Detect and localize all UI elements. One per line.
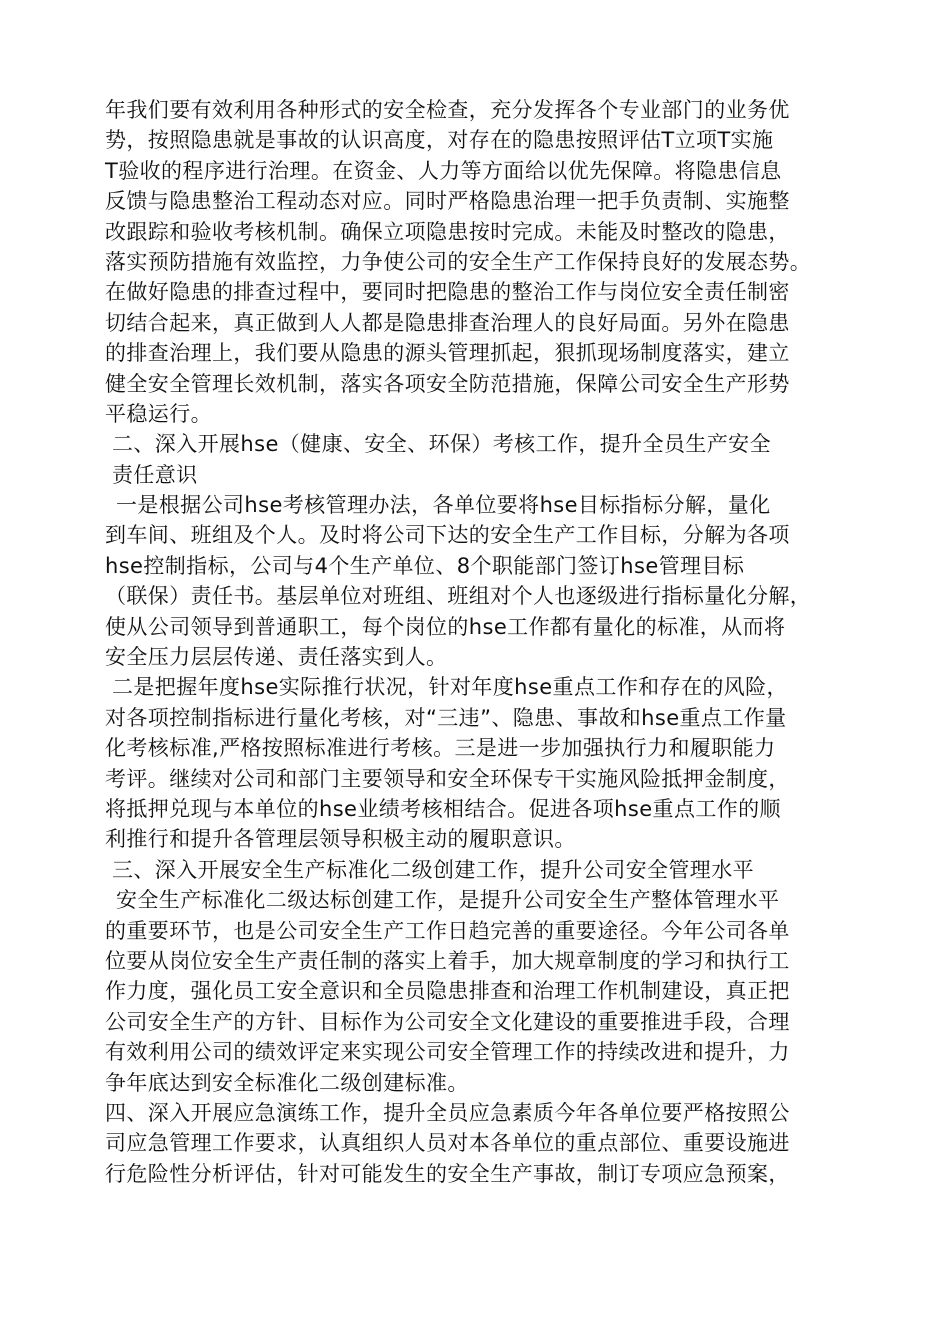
text-line: 有效利用公司的绩效评定来实现公司安全管理工作的持续改进和提升，力 [105,1040,790,1065]
text-line: 行危险性分析评估，针对可能发生的安全生产事故，制订专项应急预案， [105,1161,790,1186]
text-line: 在做好隐患的排查过程中，要同时把隐患的整治工作与岗位安全责任制密 [105,280,790,305]
text-line: 争年底达到安全标准化二级创建标准。 [105,1070,469,1095]
text-line: 考评。继续对公司和部门主要领导和安全环保专干实施风险抵押金制度， [105,766,790,791]
text-line: 年我们要有效利用各种形式的安全检查，充分发挥各个专业部门的业务优 [105,98,790,122]
text-line: 落实预防措施有效监控，力争使公司的安全生产工作保持良好的发展态势。 [105,249,812,274]
text-line: 反馈与隐患整治工程动态对应。同时严格隐患治理一把手负责制、实施整 [105,189,790,214]
text-line: 对各项控制指标进行量化考核，对“三违”、隐患、事故和hse重点工作量 [105,705,787,730]
section-heading: 三、深入开展安全生产标准化二级创建工作，提升公司安全管理水平 [112,857,754,882]
text-line: 安全生产标准化二级达标创建工作，是提升公司安全生产整体管理水平 [116,888,780,913]
text-line: 将抵押兑现与本单位的hse业绩考核相结合。促进各项hse重点工作的顺 [105,796,781,821]
section-heading: 四、深入开展应急演练工作，提升全员应急素质今年各单位要严格按照公 [105,1100,790,1125]
text-line: 安全压力层层传递、责任落实到人。 [105,645,448,670]
text-line: 势，按照隐患就是事故的认识高度，对存在的隐患按照评估T立项T实施 [105,128,774,153]
text-line: 二是把握年度hse实际推行状况，针对年度hse重点工作和存在的风险， [112,675,788,700]
text-line: 司应急管理工作要求，认真组织人员对本各单位的重点部位、重要设施进 [105,1131,790,1156]
text-line: T验收的程序进行治理。在资金、人力等方面给以优先保障。将隐患信息 [105,158,782,183]
text-line: hse控制指标，公司与4个生产单位、8个职能部门签订hse管理目标 [105,553,745,578]
text-line: 平稳运行。 [105,401,212,426]
section-heading: 二、深入开展hse（健康、安全、环保）考核工作，提升全员生产安全 [112,432,771,457]
text-line: 到车间、班组及个人。及时将公司下达的安全生产工作目标，分解为各项 [105,523,790,548]
text-line: 的重要环节，也是公司安全生产工作日趋完善的重要途径。今年公司各单 [105,918,790,943]
text-line: 作力度，强化员工安全意识和全员隐患排查和治理工作机制建设，真正把 [105,979,790,1004]
text-line: 化考核标准,严格按照标准进行考核。三是进一步加强执行力和履职能力 [105,736,776,761]
text-line: 切结合起来，真正做到人人都是隐患排查治理人的良好局面。另外在隐患 [105,310,790,335]
text-line: 健全安全管理长效机制，落实各项安全防范措施，保障公司安全生产形势 [105,371,790,396]
body-text [0,95,950,1189]
text-line: 的排查治理上，我们要从隐患的源头管理抓起，狠抓现场制度落实，建立 [105,341,790,366]
text-line: 公司安全生产的方针、目标作为公司安全文化建设的重要推进手段，合理 [105,1009,790,1034]
text-line: （联保）责任书。基层单位对班组、班组对个人也逐级进行指标量化分解， [105,584,812,609]
text-line: 使从公司领导到普通职工，每个岗位的hse工作都有量化的标准，从而将 [105,614,786,639]
text-line: 利推行和提升各管理层领导积极主动的履职意识。 [105,827,576,852]
text-line: 一是根据公司hse考核管理办法，各单位要将hse目标指标分解，量化 [116,493,771,518]
section-heading: 责任意识 [112,462,198,487]
text-line: 位要从岗位安全生产责任制的落实上着手，加大规章制度的学习和执行工 [105,948,790,973]
text-line: 改跟踪和验收考核机制。确保立项隐患按时完成。未能及时整改的隐患， [105,219,790,244]
